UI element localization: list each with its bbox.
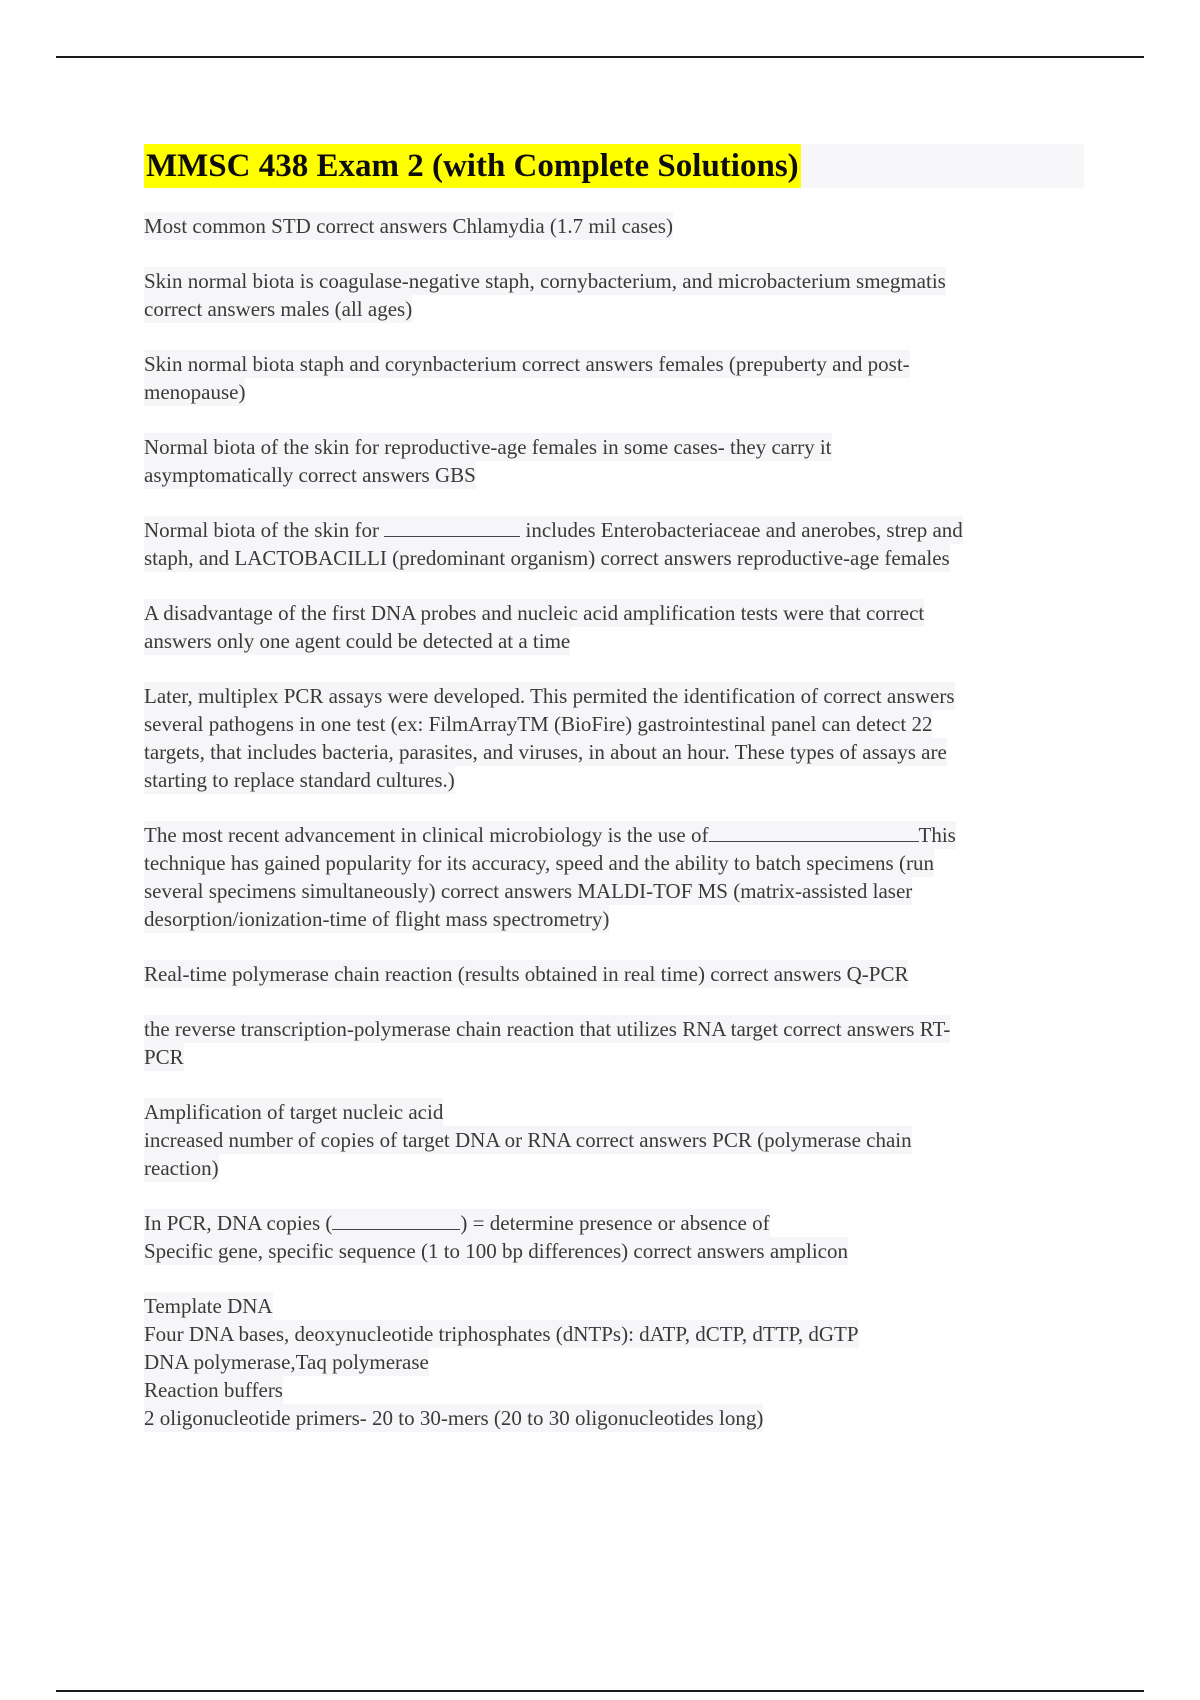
qa-line: answers only one agent could be detected at a time (144, 629, 571, 653)
bottom-rule (56, 1690, 1144, 1692)
document-body (144, 144, 1084, 1459)
qa-line (144, 1209, 770, 1237)
qa-item (144, 267, 1084, 323)
qa-line: the reverse transcription-polymerase chain reaction that utilizes RNA target correct answers RT- (144, 1017, 951, 1041)
qa-text: ) = determine presence or absence of (460, 1211, 770, 1235)
qa-item (144, 1209, 1084, 1265)
fill-in-blank (709, 821, 919, 842)
qa-item (144, 1098, 1084, 1182)
qa-item (144, 1292, 1084, 1432)
qa-line: 2 oligonucleotide primers- 20 to 30-mers (20 to 30 oligonucleotides long) (144, 1406, 764, 1430)
qa-line: increased number of copies of target DNA or RNA correct answers PCR (polymerase chain (144, 1128, 912, 1152)
qa-item (144, 1015, 1084, 1071)
qa-line: several specimens simultaneously) correct answers MALDI-TOF MS (matrix-assisted laser (144, 879, 913, 903)
qa-line: Amplification of target nucleic acid (144, 1100, 444, 1124)
qa-line: Later, multiplex PCR assays were developed. This permited the identification of correct answers (144, 684, 955, 708)
qa-item (144, 350, 1084, 406)
title-row (144, 144, 1084, 188)
qa-text: includes Enterobacteriaceae and anerobes, strep and (520, 518, 963, 542)
qa-line: A disadvantage of the first DNA probes and nucleic acid amplification tests were that correct (144, 601, 925, 625)
fill-in-blank (384, 516, 520, 537)
qa-text: In PCR, DNA copies ( (144, 1211, 333, 1235)
qa-line: correct answers males (all ages) (144, 297, 413, 321)
qa-item (144, 682, 1084, 794)
qa-line (144, 821, 956, 849)
qa-line: Four DNA bases, deoxynucleotide triphosphates (dNTPs): dATP, dCTP, dTTP, dGTP (144, 1322, 859, 1346)
qa-text: The most recent advancement in clinical microbiology is the use of (144, 823, 709, 847)
qa-line: starting to replace standard cultures.) (144, 768, 455, 792)
qa-line: targets, that includes bacteria, parasites, and viruses, in about an hour. These types of assays are (144, 740, 947, 764)
qa-line: Skin normal biota is coagulase-negative staph, cornybacterium, and microbacterium smegmatis (144, 269, 946, 293)
qa-item (144, 433, 1084, 489)
qa-line: Reaction buffers (144, 1378, 283, 1402)
qa-line: Real-time polymerase chain reaction (results obtained in real time) correct answers Q-PCR (144, 962, 909, 986)
qa-line: PCR (144, 1045, 184, 1069)
qa-line: several pathogens in one test (ex: FilmArrayTM (BioFire) gastrointestinal panel can detect 22 (144, 712, 933, 736)
qa-line: Skin normal biota staph and corynbacterium correct answers females (prepuberty and post- (144, 352, 910, 376)
top-rule (56, 56, 1144, 58)
qa-line: menopause) (144, 380, 246, 404)
qa-text: This (918, 823, 956, 847)
fill-in-blank (332, 1209, 460, 1230)
qa-text: Normal biota of the skin for (144, 518, 385, 542)
qa-line: reaction) (144, 1156, 219, 1180)
qa-line: Template DNA (144, 1294, 273, 1318)
qa-line: staph, and LACTOBACILLI (predominant organism) correct answers reproductive-age females (144, 546, 950, 570)
qa-item (144, 599, 1084, 655)
qa-line: desorption/ionization-time of flight mass spectrometry) (144, 907, 610, 931)
document-title: MMSC 438 Exam 2 (with Complete Solutions) (144, 144, 801, 188)
qa-line (144, 516, 963, 544)
qa-item (144, 516, 1084, 572)
qa-line: asymptomatically correct answers GBS (144, 463, 476, 487)
qa-item (144, 821, 1084, 933)
qa-line: Most common STD correct answers Chlamydia (1.7 mil cases) (144, 214, 673, 238)
qa-line: Normal biota of the skin for reproductive-age females in some cases- they carry it (144, 435, 832, 459)
qa-item (144, 212, 1084, 240)
qa-line: technique has gained popularity for its accuracy, speed and the ability to batch specimens (run (144, 851, 934, 875)
qa-line: DNA polymerase,Taq polymerase (144, 1350, 429, 1374)
qa-line: Specific gene, specific sequence (1 to 100 bp differences) correct answers amplicon (144, 1239, 848, 1263)
qa-item (144, 960, 1084, 988)
